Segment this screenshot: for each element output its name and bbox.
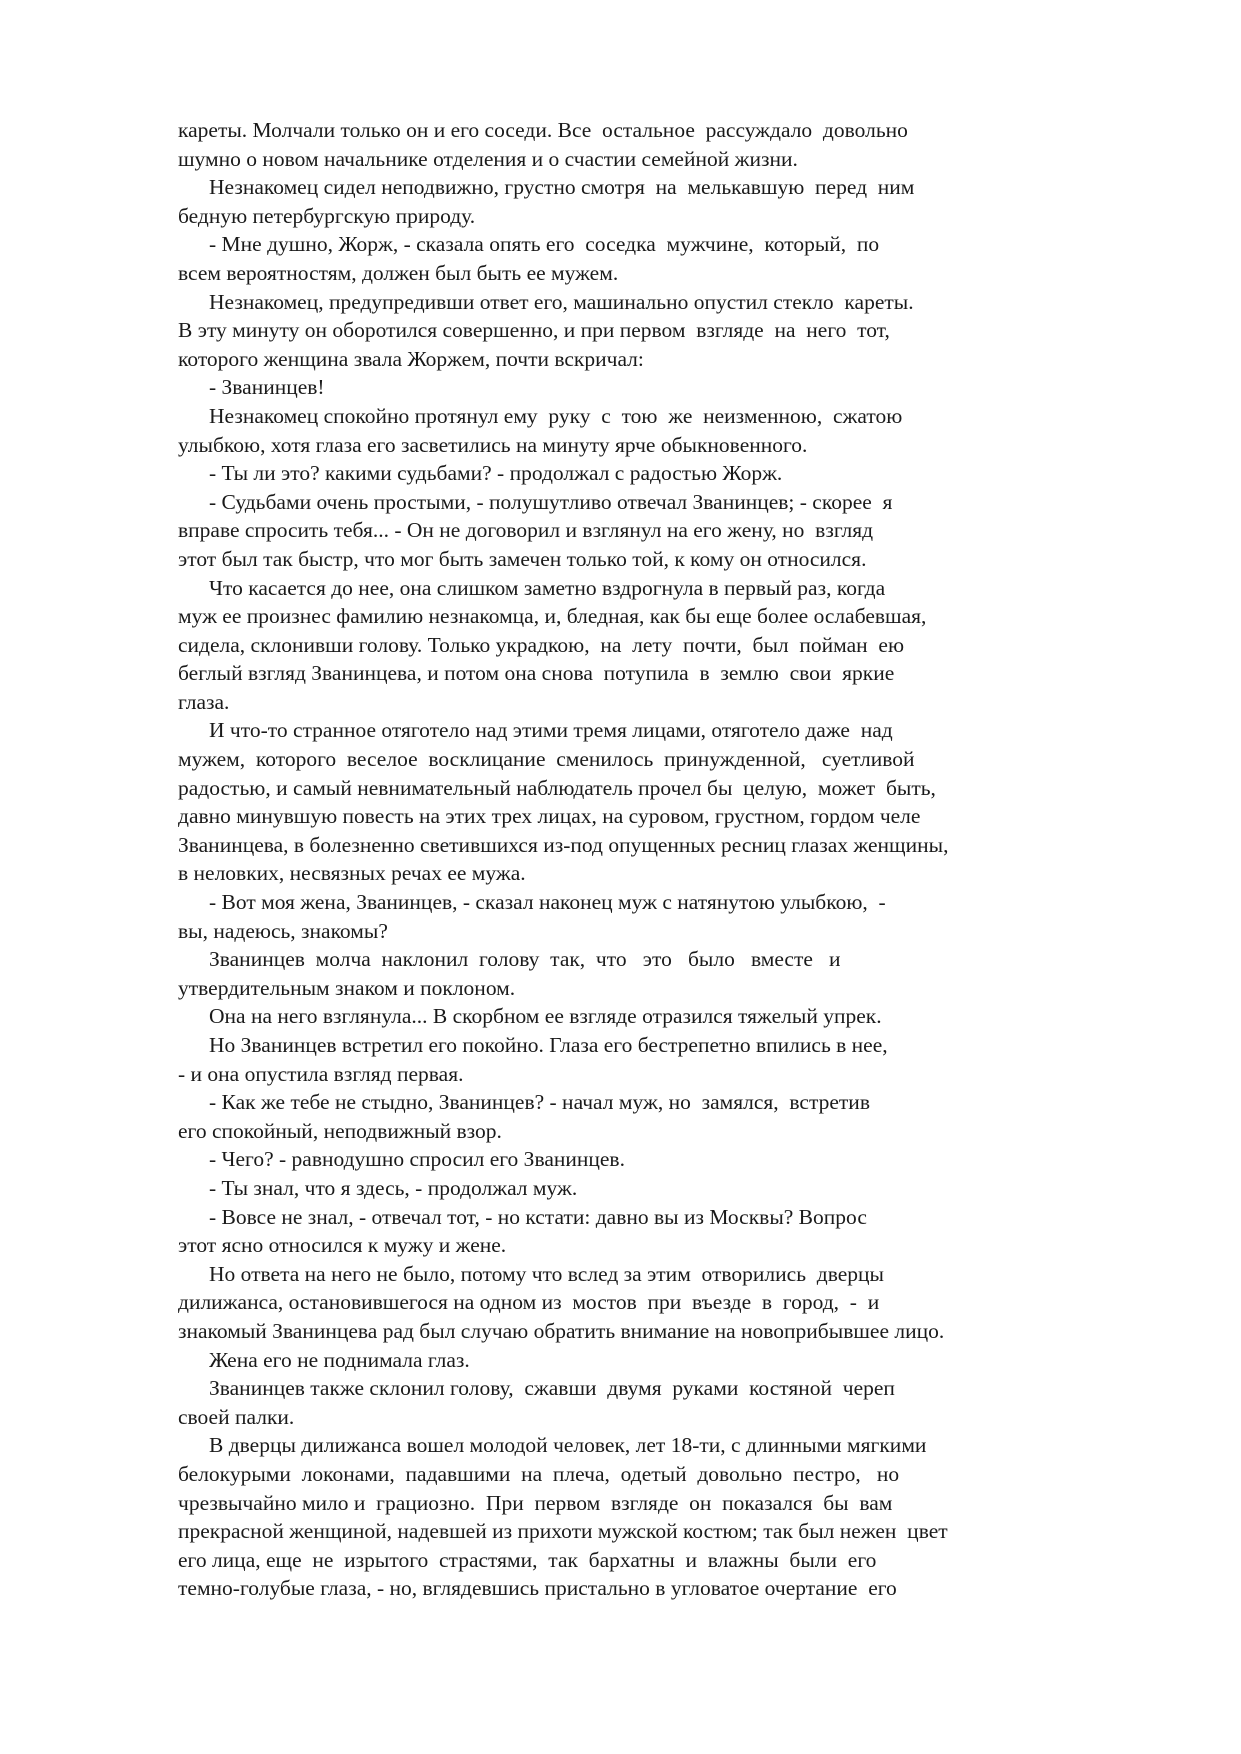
text-line: давно минувшую повесть на этих трех лицах, на суровом, грустном, гордом челе (178, 804, 921, 829)
text-line: в неловких, несвязных речах ее мужа. (178, 861, 526, 886)
text-line: Но ответа на него не было, потому что вслед за этим отворились дверцы (209, 1261, 884, 1286)
text-line: В дверцы дилижанса вошел молодой человек, лет 18-ти, с длинными мягкими (209, 1433, 927, 1458)
text-line: Она на него взглянула... В скорбном ее взгляде отразился тяжелый упрек. (209, 1004, 882, 1029)
text-line: - Как же тебе не стыдно, Званинцев? - начал муж, но замялся, встретив (209, 1090, 870, 1115)
text-line: - Ты ли это? какими судьбами? - продолжал с радостью Жорж. (209, 461, 783, 486)
text-line: Незнакомец спокойно протянул ему руку с тою же неизменною, сжатою (209, 403, 903, 428)
text-line: темно-голубые глаза, - но, вглядевшись пристально в угловатое очертание его (178, 1576, 897, 1601)
text-line: его лица, еще не изрытого страстями, так бархатны и влажны были его (178, 1547, 877, 1572)
body-text (178, 116, 1078, 1603)
text-line: белокурыми локонами, падавшими на плеча, одетый довольно пестро, но (178, 1461, 900, 1486)
text-line: глаза. (178, 689, 230, 714)
text-line: В эту минуту он оборотился совершенно, и при первом взгляде на него тот, (178, 318, 890, 343)
text-line: - Мне душно, Жорж, - сказала опять его соседка мужчине, который, по (209, 232, 880, 257)
text-line: Жена его не поднимала глаз. (209, 1347, 470, 1372)
text-line: которого женщина звала Жоржем, почти вскричал: (178, 346, 644, 371)
text-line: Незнакомец сидел неподвижно, грустно смотря на мелькавшую перед ним (209, 175, 915, 200)
text-line: Незнакомец, предупредивши ответ его, машинально опустил стекло кареты. (209, 289, 914, 314)
text-line: - Вовсе не знал, - отвечал тот, - но кстати: давно вы из Москвы? Вопрос (209, 1204, 867, 1229)
text-line: дилижанса, остановившегося на одном из мостов при въезде в город, - и (178, 1290, 880, 1315)
text-line: И что-то странное отяготело над этими тремя лицами, отяготело даже над (209, 718, 893, 743)
text-line: сидела, склонивши голову. Только украдкою, на лету почти, был пойман ею (178, 632, 905, 657)
text-line: Званинцева, в болезненно светившихся из-под опущенных ресниц глазах женщины, (178, 832, 949, 857)
text-line: бедную петербургскую природу. (178, 203, 476, 228)
text-line: своей палки. (178, 1404, 295, 1429)
text-line: шумно о новом начальнике отделения и о счастии семейной жизни. (178, 146, 798, 171)
text-line: Что касается до нее, она слишком заметно вздрогнула в первый раз, когда (209, 575, 886, 600)
text-line: - Ты знал, что я здесь, - продолжал муж. (209, 1175, 578, 1200)
text-line: кареты. Молчали только он и его соседи. Все остальное рассуждало довольно (178, 118, 908, 142)
text-line: этот был так быстр, что мог быть замечен только той, к кому он относился. (178, 546, 867, 571)
text-line: радостью, и самый невнимательный наблюдатель прочел бы целую, может быть, (178, 775, 936, 800)
text-line: мужем, которого веселое восклицание сменилось принужденной, суетливой (178, 747, 915, 772)
text-line: чрезвычайно мило и грациозно. При первом взгляде он показался бы вам (178, 1490, 893, 1515)
text-line: знакомый Званинцева рад был случаю обратить внимание на новоприбывшее лицо. (178, 1318, 945, 1343)
text-line: - Судьбами очень простыми, - полушутливо отвечал Званинцев; - скорее я (209, 489, 893, 514)
text-line: прекрасной женщиной, надевшей из прихоти мужской костюм; так был нежен цвет (178, 1519, 948, 1544)
text-line: Званинцев молча наклонил голову так, что это было вместе и (209, 947, 841, 972)
text-line: - Званинцев! (209, 375, 325, 400)
text-line: всем вероятностям, должен был быть ее мужем. (178, 260, 619, 285)
text-line: беглый взгляд Званинцева, и потом она снова потупила в землю свои яркие (178, 661, 895, 686)
text-line: Званинцев также склонил голову, сжавши двумя руками костяной череп (209, 1376, 895, 1401)
text-line: улыбкою, хотя глаза его засветились на минуту ярче обыкновенного. (178, 432, 808, 457)
text-line: его спокойный, неподвижный взор. (178, 1118, 502, 1143)
text-line: вправе спросить тебя... - Он не договорил и взглянул на его жену, но взгляд (178, 518, 874, 543)
text-line: - Вот моя жена, Званинцев, - сказал наконец муж с натянутою улыбкою, - (209, 890, 886, 915)
text-line: утвердительным знаком и поклоном. (178, 975, 516, 1000)
text-line: этот ясно относился к мужу и жене. (178, 1233, 507, 1258)
text-line: Но Званинцев встретил его покойно. Глаза его бестрепетно впились в нее, (209, 1033, 888, 1057)
text-line: - и она опустила взгляд первая. (178, 1061, 464, 1086)
text-line: муж ее произнес фамилию незнакомца, и, бледная, как бы еще более ослабевшая, (178, 604, 927, 629)
text-line: вы, надеюсь, знакомы? (178, 918, 388, 943)
text-line: - Чего? - равнодушно спросил его Званинцев. (209, 1147, 625, 1172)
